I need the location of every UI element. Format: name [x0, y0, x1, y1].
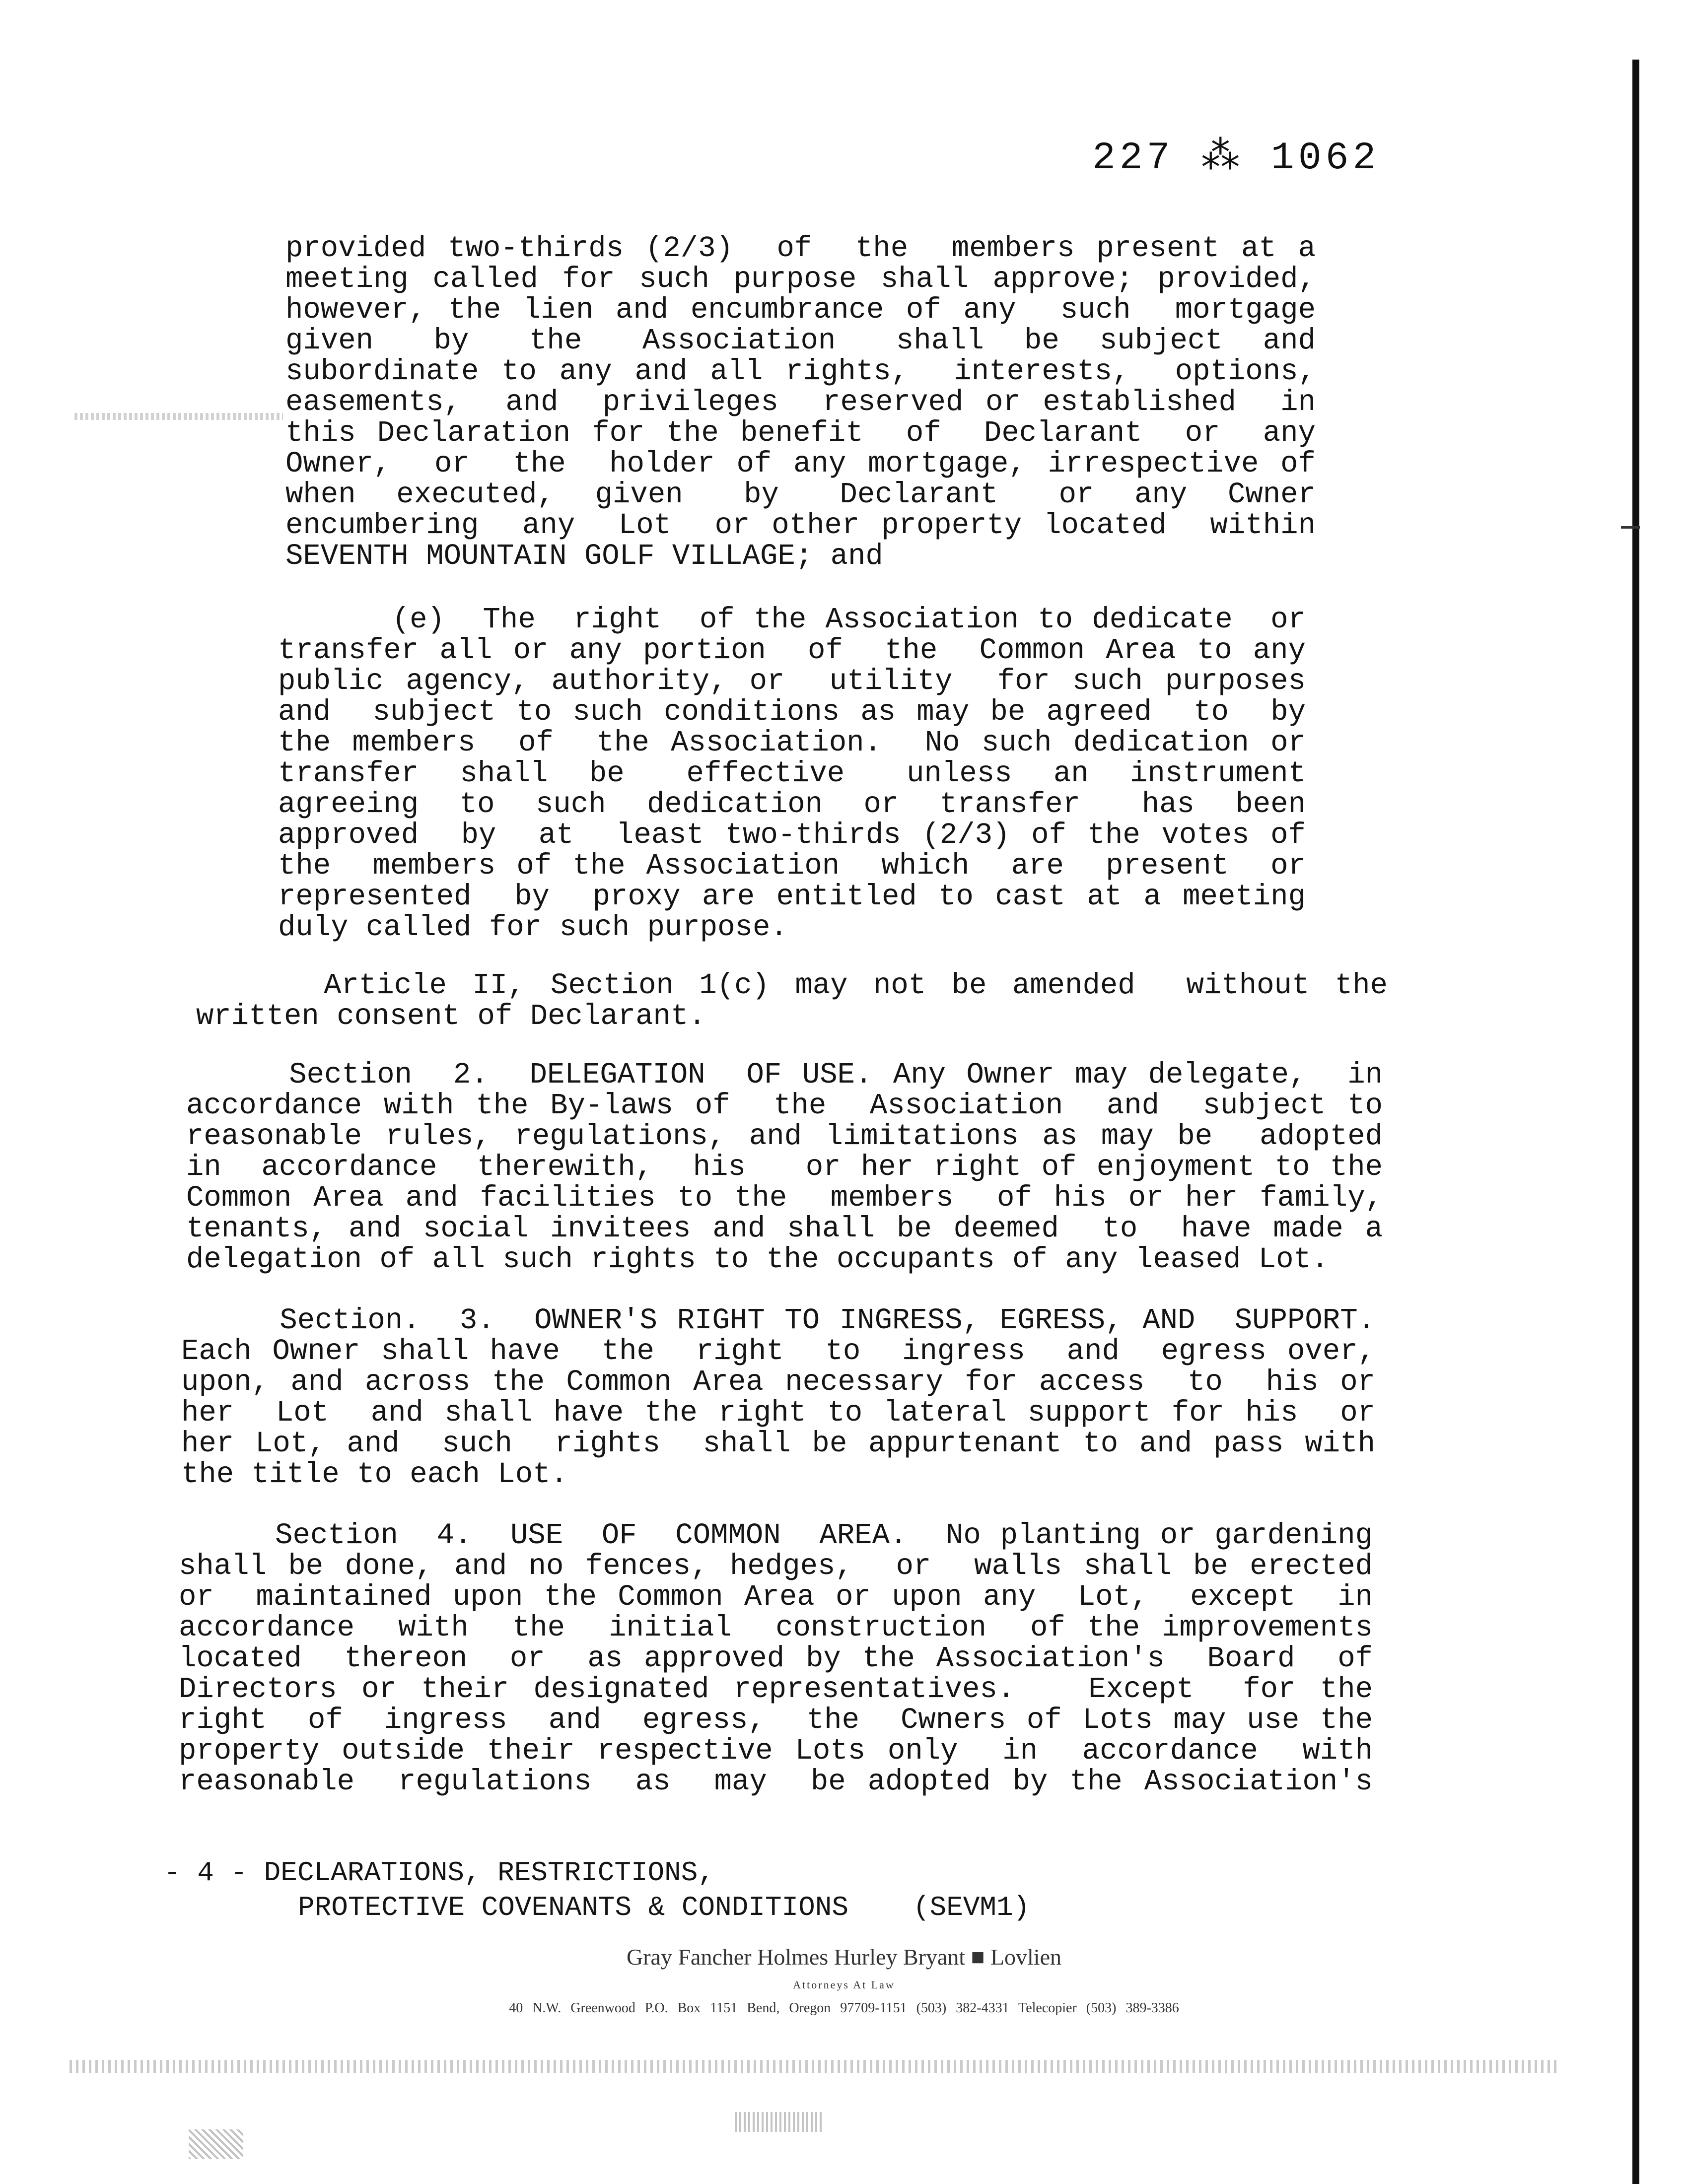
- footer-title-text: PROTECTIVE COVENANTS & CONDITIONS: [298, 1892, 848, 1923]
- text-line: Section 2. DELEGATION OF USE. Any Owner may delegate, in: [186, 1058, 1383, 1092]
- text-line: tenants, and social invitees and shall be deemed to have made a: [186, 1212, 1383, 1245]
- scan-edge-tick: [1621, 526, 1640, 529]
- law-firm-subtitle: Attorneys At Law: [793, 1979, 895, 1991]
- paragraph-d-continuation: [285, 233, 1316, 572]
- text-line: or maintained upon the Common Area or upon any Lot, except in: [179, 1580, 1373, 1614]
- footer-document-code: (SEVM1): [913, 1892, 1030, 1923]
- text-line: Owner, or the holder of any mortgage, irrespective of: [285, 447, 1316, 480]
- law-firm-name: Gray Fancher Holmes Hurley Bryant ■ Lovlien: [627, 1944, 1061, 1970]
- footer-document-title: [164, 1855, 1030, 1925]
- text-line: (e) The right of the Association to dedicate or: [278, 603, 1306, 636]
- text-line: provided two-thirds (2/3) of the members present at a: [285, 232, 1316, 265]
- text-line: her Lot, and such rights shall be appurtenant to and pass with: [181, 1427, 1375, 1460]
- text-line: subordinate to any and all rights, interests, options,: [285, 355, 1316, 388]
- text-line: located thereon or as approved by the Association's Board of: [179, 1642, 1373, 1675]
- text-line: reasonable rules, regulations, and limitations as may be adopted: [186, 1120, 1383, 1153]
- text-line: public agency, authority, or utility for such purposes: [278, 665, 1306, 698]
- scan-artifact-bottom: [70, 2060, 1559, 2073]
- footer-title-line-1: - 4 - DECLARATIONS, RESTRICTIONS,: [164, 1857, 714, 1889]
- text-line: encumbering any Lot or other property located within: [285, 509, 1316, 542]
- text-line: given by the Association shall be subject and: [285, 324, 1316, 357]
- scan-artifact: [74, 413, 283, 420]
- paragraph-e: [278, 605, 1306, 943]
- text-line: shall be done, and no fences, hedges, or walls shall be erected: [179, 1550, 1373, 1583]
- page-number: 227 ⁂ 1062: [1092, 136, 1380, 180]
- text-line: Section 4. USE OF COMMON AREA. No planting or gardening: [179, 1519, 1373, 1552]
- text-line: however, the lien and encumbrance of any such mortgage: [285, 293, 1316, 327]
- article-amendment-note: [196, 970, 1388, 1032]
- scan-edge-line: [1632, 60, 1639, 2184]
- text-line: this Declaration for the benefit of Declarant or any: [285, 416, 1316, 450]
- section-4-use-of-common-area: [179, 1520, 1373, 1797]
- text-line: transfer all or any portion of the Common Area to any: [278, 634, 1306, 667]
- text-line: transfer shall be effective unless an instrument: [278, 757, 1306, 790]
- text-line: accordance with the initial construction of the improvements: [179, 1611, 1373, 1644]
- scan-artifact-bottom-left: [189, 2129, 243, 2159]
- text-line: the members of the Association which are present or: [278, 849, 1306, 883]
- law-firm-address: 40 N.W. Greenwood P.O. Box 1151 Bend, Oregon 97709-1151 (503) 382-4331 Telecopier (503) 389-3386: [509, 2000, 1179, 2016]
- text-line: Each Owner shall have the right to ingress and egress over,: [181, 1335, 1375, 1368]
- text-line: the title to each Lot.: [181, 1458, 568, 1491]
- text-line: easements, and privileges reserved or established in: [285, 386, 1316, 419]
- scan-artifact-bottom-center: [735, 2112, 824, 2132]
- text-line: Common Area and facilities to the members of his or her family,: [186, 1181, 1383, 1215]
- text-line: her Lot and shall have the right to lateral support for his or: [181, 1396, 1375, 1430]
- text-line: when executed, given by Declarant or any Cwner: [285, 478, 1316, 511]
- section-3-ingress-egress: [181, 1305, 1375, 1490]
- text-line: meeting called for such purpose shall approve; provided,: [285, 263, 1316, 296]
- text-line: represented by proxy are entitled to cast at a meeting: [278, 880, 1306, 913]
- section-2-delegation-of-use: [186, 1060, 1383, 1275]
- text-line: and subject to such conditions as may be agreed to by: [278, 695, 1306, 729]
- text-line: the members of the Association. No such dedication or: [278, 726, 1306, 759]
- text-line: delegation of all such rights to the occupants of any leased Lot.: [186, 1243, 1329, 1276]
- text-line: approved by at least two-thirds (2/3) of the votes of: [278, 819, 1306, 852]
- text-line: SEVENTH MOUNTAIN GOLF VILLAGE; and: [285, 540, 883, 573]
- text-line: Directors or their designated representatives. Except for the: [179, 1673, 1373, 1706]
- text-line: written consent of Declarant.: [196, 1000, 706, 1033]
- text-line: upon, and across the Common Area necessary for access to his or: [181, 1365, 1375, 1399]
- text-line: Article II, Section 1(c) may not be amended without the: [196, 969, 1388, 1002]
- text-line: duly called for such purpose.: [278, 911, 788, 944]
- text-line: accordance with the By-laws of the Association and subject to: [186, 1089, 1383, 1122]
- footer-title-line-2: [164, 1890, 1030, 1925]
- text-line: reasonable regulations as may be adopted by the Association's: [179, 1765, 1373, 1798]
- text-line: Section. 3. OWNER'S RIGHT TO INGRESS, EGRESS, AND SUPPORT.: [181, 1304, 1375, 1337]
- text-line: in accordance therewith, his or her right of enjoyment to the: [186, 1151, 1383, 1184]
- text-line: property outside their respective Lots only in accordance with: [179, 1734, 1373, 1768]
- text-line: right of ingress and egress, the Cwners of Lots may use the: [179, 1704, 1373, 1737]
- text-line: agreeing to such dedication or transfer has been: [278, 788, 1306, 821]
